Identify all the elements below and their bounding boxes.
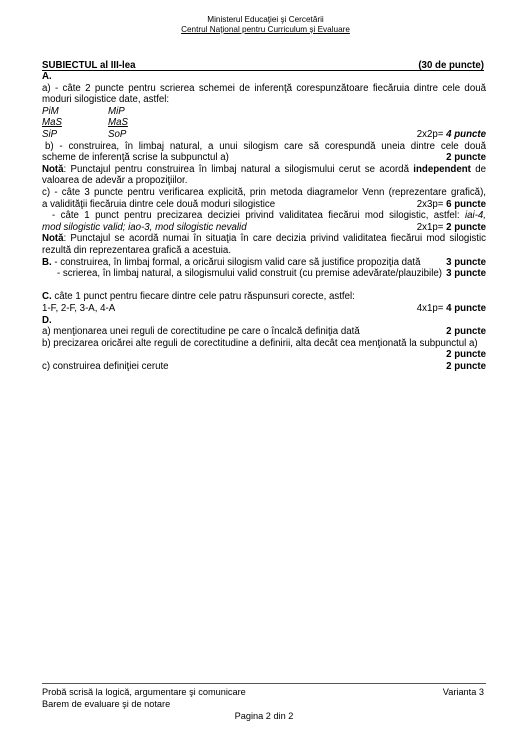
scheme-2-major-premise: MiP: [108, 105, 125, 117]
part-d-text: b) precizarea oricărei alte reguli de corectitudine a definirii, alta decât cea menţionată la subpunctul a): [42, 337, 478, 349]
part-d-label: D.: [42, 314, 52, 326]
note-line: rezultă din reprezentarea grafică a acestuia.: [42, 245, 232, 256]
item-c-decision-score: [417, 222, 486, 234]
scheme-2-minor-premise: MaS: [108, 117, 128, 129]
note-line: valoarea de adevăr a propoziţiilor.: [42, 175, 188, 187]
part-b-line: [42, 268, 486, 280]
note-label: Notă: [42, 163, 64, 175]
part-c-answers-line: [42, 303, 486, 315]
part-d-score: 2 puncte: [446, 349, 486, 361]
part-d-line: [42, 349, 486, 361]
note-line: [42, 164, 486, 176]
item-c-decision-line-with-score: [42, 222, 486, 234]
ministry-name: Ministerul Educaţiei şi Cercetării: [207, 15, 324, 24]
scheme-1-major-premise: PiM: [42, 105, 59, 117]
part-c-text: câte 1 punct pentru fiecare dintre cele patru răspunsuri corecte, astfel:: [51, 291, 355, 303]
part-b-text: - construirea, în limbaj formal, a oricărui silogism valid care să justifice propoziţia dată: [51, 256, 421, 268]
note-emphasis: independent: [413, 163, 471, 175]
item-b-line-with-score: [42, 152, 486, 164]
item-c-line-with-score: [42, 199, 486, 211]
exam-name: Probă scrisă la logică, argumentare şi comunicare: [42, 687, 246, 697]
subject-total-points: (30 de puncte): [418, 59, 484, 71]
score-formula: 2x1p=: [416, 221, 444, 233]
part-b-score: 3 puncte: [446, 268, 486, 280]
variant-label: Varianta 3: [442, 687, 484, 697]
scheme-1-minor-premise: MaS: [42, 117, 62, 129]
scheme-row-major-premise: [42, 106, 486, 118]
decision-text: - câte 1 punct pentru precizarea deciziei privind validitatea fiecărui mod silogistic, astfel:: [52, 210, 465, 222]
note-label: Notă: [42, 233, 64, 245]
item-b-line: b) - construirea, în limbaj natural, a unui silogism care să corespundă uneia dintre cele două: [45, 140, 486, 152]
scheme-row-conclusion: [42, 129, 486, 141]
item-a-line: a) - câte 2 puncte pentru scrierea schemei de inferenţă corespunzătoare fiecăruia dintre cele două: [42, 82, 486, 94]
part-b-score: 3 puncte: [446, 256, 486, 268]
footer-row: [42, 686, 484, 698]
note-text: : Punctajul se acordă numai în situaţia în care decizia privind validitatea fiecărui mod silogistic: [63, 233, 486, 245]
document-header: [0, 15, 531, 35]
item-c-decision-line: [42, 210, 486, 222]
decision-mood: iai-4,: [465, 210, 486, 222]
part-c-answers: 1-F, 2-F, 3-A, 4-A: [42, 302, 116, 314]
score-formula: 4x1p=: [416, 302, 444, 314]
item-a-score: [417, 129, 486, 141]
part-d-line: [42, 361, 486, 373]
part-d-text: c) construirea definiţiei cerute: [42, 360, 169, 372]
part-c-score: [417, 303, 486, 315]
note-text: de: [470, 163, 486, 175]
decision-moods: mod silogistic valid; iao-3, mod silogistic nevalid: [42, 221, 247, 233]
part-b-line: [42, 257, 486, 269]
note-text: : Punctajul pentru construirea în limbaj natural a silogismului cerut se acordă: [63, 163, 414, 175]
item-c-text: a validităţii fiecăruia dintre cele două moduri silogistice: [42, 198, 276, 210]
scheme-row-minor-premise: [42, 117, 486, 129]
part-d-score: 2 puncte: [446, 360, 486, 372]
part-d-text: a) menţionarea unei reguli de corectitudine pe care o încalcă definiţia dată: [42, 326, 360, 338]
scheme-2-conclusion: SoP: [108, 129, 127, 141]
part-b-text: - scrierea, în limbaj natural, a silogismului valid construit (cu premise adevărate/plauzibile): [57, 268, 442, 280]
item-b-text: scheme de inferenţă scrise la subpunctul a): [42, 152, 229, 164]
grading-content: [42, 60, 486, 373]
item-c-verify-score: [417, 199, 486, 211]
item-a-line: moduri silogistice date, astfel:: [42, 94, 170, 106]
part-d-line: [42, 326, 486, 338]
document-footer: [42, 686, 484, 722]
center-name: Centrul Naţional pentru Curriculum şi Evaluare: [181, 25, 350, 34]
document-type: Barem de evaluare şi de notare: [42, 699, 171, 709]
part-c-label: C.: [42, 291, 52, 303]
subject-title: SUBIECTUL al III-lea: [42, 59, 136, 71]
score-formula: 2x2p=: [416, 129, 444, 141]
score-points: 4 puncte: [446, 302, 486, 314]
footer-row: [42, 698, 484, 710]
part-d-score: 2 puncte: [446, 326, 486, 338]
part-d-line: [42, 338, 486, 350]
blank-line: [42, 280, 486, 292]
score-formula: 2x3p=: [416, 198, 444, 210]
subject-heading: [42, 60, 486, 72]
part-a-label: A.: [42, 71, 52, 83]
note-line: [42, 233, 486, 245]
page-number: Pagina 2 din 2: [234, 711, 294, 721]
item-b-score: 2 puncte: [446, 152, 486, 164]
part-c-line: [42, 291, 486, 303]
item-c-line: c) - câte 3 puncte pentru verificarea explicită, prin metoda diagramelor Venn (reprezentare grafică),: [42, 187, 486, 199]
scheme-1-conclusion: SiP: [42, 129, 58, 141]
footer-divider: [42, 683, 486, 684]
score-points: 2 puncte: [446, 221, 486, 233]
part-b-label: B.: [42, 256, 52, 268]
score-points: 4 puncte: [446, 129, 486, 141]
score-points: 6 puncte: [446, 198, 486, 210]
